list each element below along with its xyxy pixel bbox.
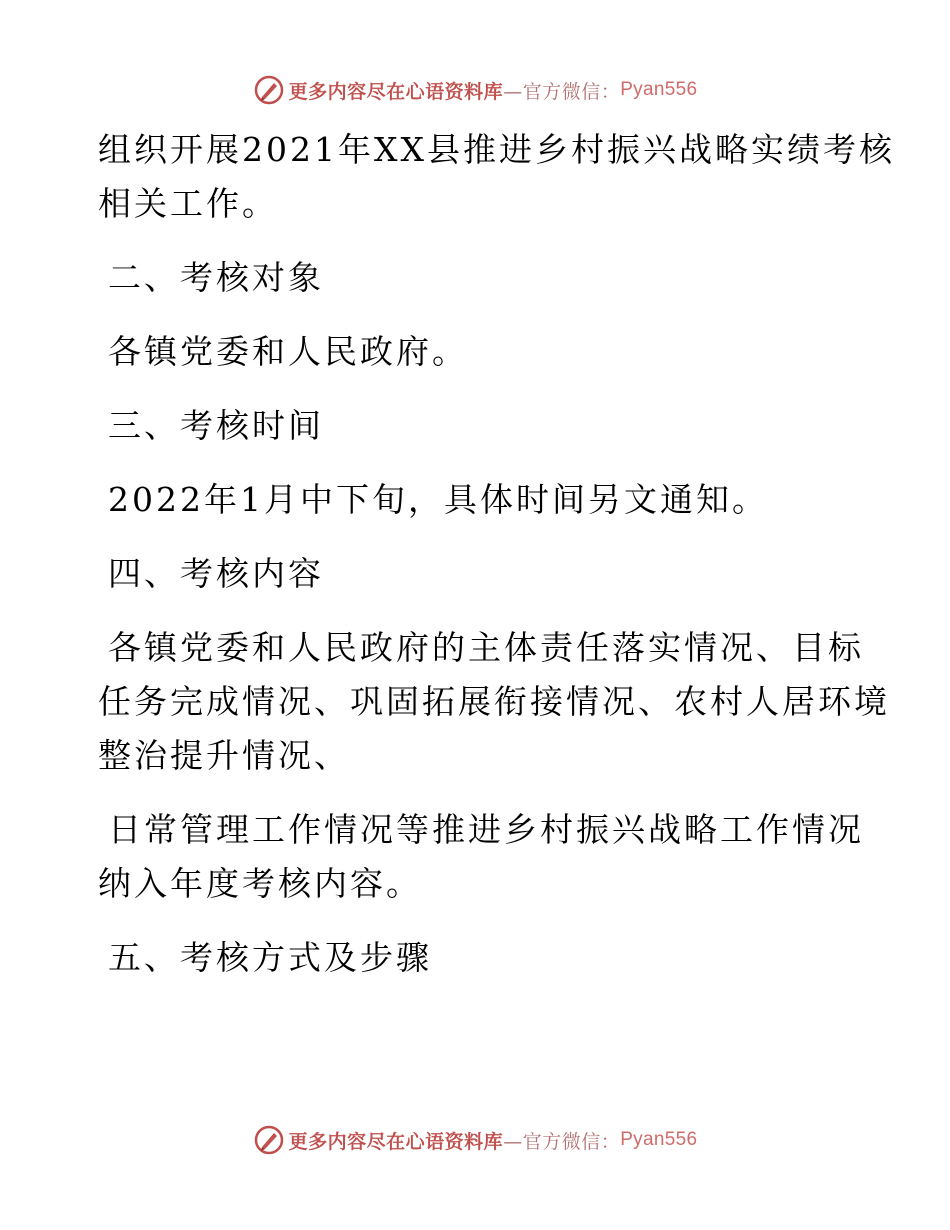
paragraph-5-line-1: 日常管理工作情况等推进乡村振兴战略工作情况 [108, 810, 864, 849]
paragraph-5-line-2: 纳入年度考核内容。 [98, 864, 422, 903]
watermark-wechat-id: Pyan556 [620, 79, 698, 100]
paragraph-1-line-2: 相关工作。 [98, 184, 278, 223]
watermark-wechat-label: —官方微信： [503, 80, 621, 103]
watermark-wechat-label: —官方微信： [503, 1130, 621, 1153]
watermark-wechat-id: Pyan556 [620, 1129, 698, 1150]
paragraph-4-line-1: 各镇党委和人民政府的主体责任落实情况、目标 [108, 628, 864, 667]
watermark-main-text: 更多内容尽在心语资料库 [288, 1130, 504, 1153]
document-body [98, 123, 895, 985]
paragraph-4-line-3: 整治提升情况、 [98, 736, 350, 775]
paragraph-2: 各镇党委和人民政府。 [108, 332, 468, 371]
pen-logo-icon [253, 1124, 285, 1156]
section-heading-2: 二、考核对象 [108, 258, 324, 297]
section-heading-4: 四、考核内容 [108, 554, 324, 593]
pen-logo-icon [253, 74, 285, 106]
paragraph-1-line-1: 组织开展2021年XX县推进乡村振兴战略实绩考核 [98, 130, 895, 169]
paragraph-4-line-2: 任务完成情况、巩固拓展衔接情况、农村人居环境 [98, 682, 890, 721]
footer-watermark [0, 1120, 950, 1160]
paragraph-3: 2022年1月中下旬，具体时间另文通知。 [108, 480, 768, 519]
header-watermark [0, 70, 950, 110]
watermark-main-text: 更多内容尽在心语资料库 [288, 80, 504, 103]
section-heading-5: 五、考核方式及步骤 [108, 938, 432, 977]
section-heading-3: 三、考核时间 [108, 406, 324, 445]
